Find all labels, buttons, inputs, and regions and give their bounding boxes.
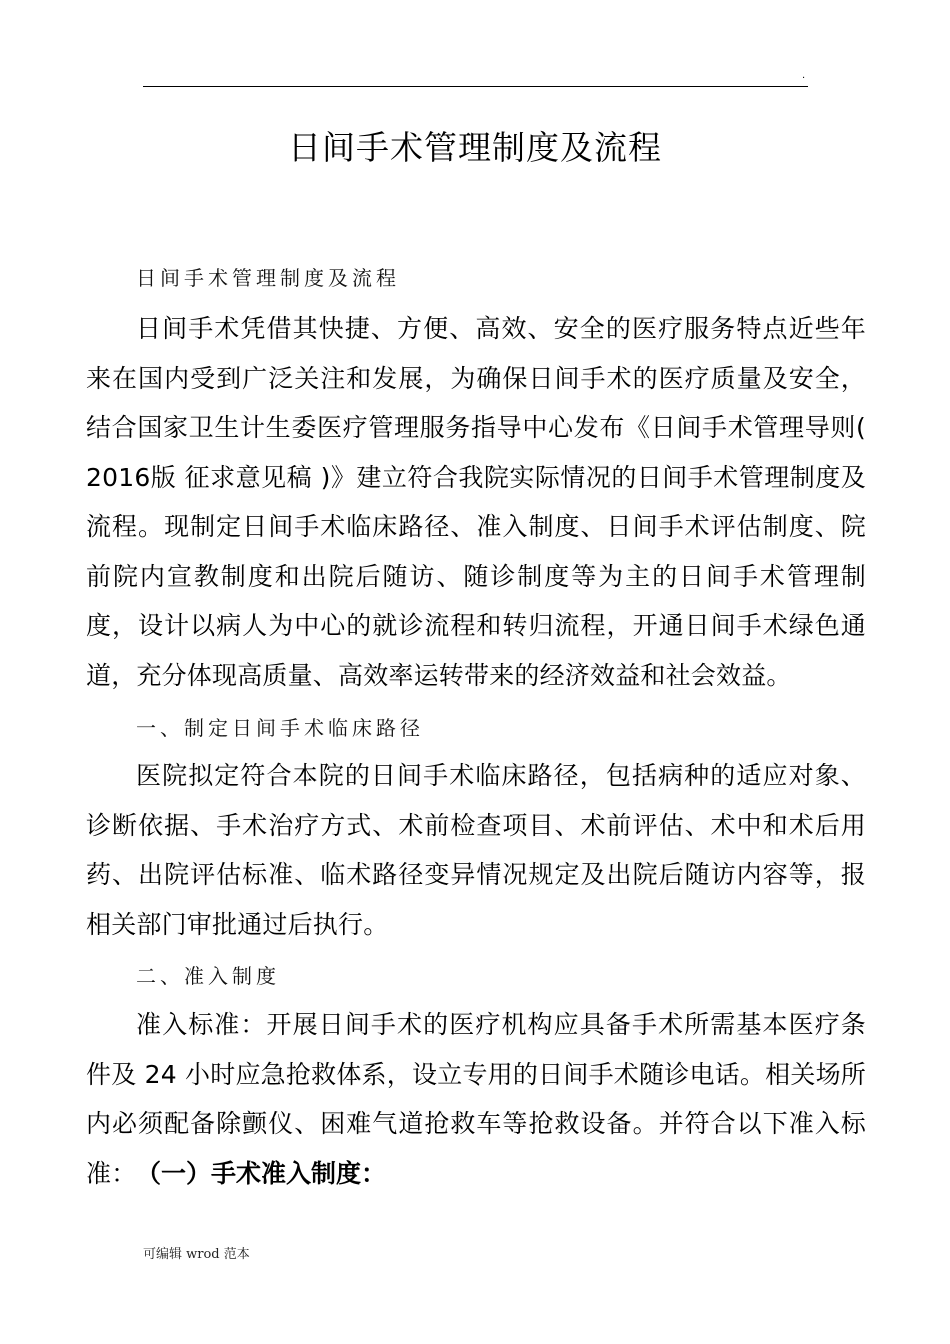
subsection-heading-surgery-access: （一）手术准入制度： [136,1159,387,1188]
pathway-paragraph: 医院拟定符合本院的日间手术临床路径，包括病种的适应对象、诊断依据、手术治疗方式、术前检查项目、术前评估、术中和术后用药、出院评估标准、临术路径变异情况规定及出院后随访内容等，报相关部门审批通过后执行。 [86,761,866,939]
access-paragraph: 准入标准：开展日间手术的医疗机构应具备手术所需基本医疗条件及 24 小时应急抢救体系，设立专用的日间手术随诊电话。相关场所内必须配备除颤仪、困难气道抢救车等抢救设备。并符合以下准入标准： [86,1010,866,1188]
footer-note: 可编辑 wrod 范本 [143,1247,250,1262]
header-mark: . [802,70,806,81]
section-heading-access: 二、准入制度 [136,964,280,988]
header-rule [143,86,808,87]
section-heading-pathway: 一、制定日间手术临床路径 [136,716,424,740]
subtitle: 日间手术管理制度及流程 [136,266,400,290]
intro-paragraph: 日间手术凭借其快捷、方便、高效、安全的医疗服务特点近些年来在国内受到广泛关注和发展，为确保日间手术的医疗质量及安全，结合国家卫生计生委医疗管理服务指导中心发布《日间手术管理导则( 2016版 征求意见稿 )》建立符合我院实际情况的日间手术管理制度及流程。现制定日间手术临床路径、准入制度、日间手术评估制度、院前院内宣教制度和出院后随访、随诊制度等为主的日间手术管理制度，设计以病人为中心的就诊流程和转归流程，开通日间手术绿色通道，充分体现高质量、高效率运转带来的经济效益和社会效益。 [86,314,866,690]
document-title: 日间手术管理制度及流程 [288,128,662,167]
